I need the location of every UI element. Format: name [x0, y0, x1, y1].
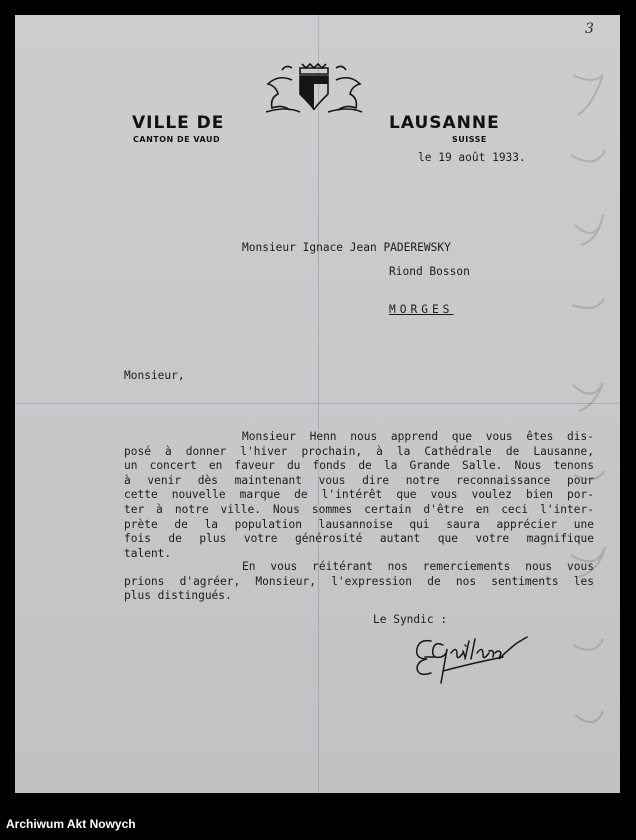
- watermark-icon: [563, 55, 613, 775]
- fold-line-horizontal: [15, 403, 620, 404]
- salutation: Monsieur,: [124, 369, 185, 382]
- signature-icon: [403, 627, 533, 687]
- letterhead-right-subtitle: SUISSE: [452, 135, 487, 144]
- letter-sheet: [15, 15, 620, 793]
- body-line: prions d'agréer, Monsieur, l'expression de nos sentiments les: [124, 574, 594, 588]
- page-number: 3: [585, 21, 594, 37]
- letter-body-paragraph-1: [124, 430, 594, 561]
- fold-line-vertical: [318, 15, 319, 793]
- recipient-address: Riond Bosson: [389, 265, 470, 278]
- body-line: cette nouvelle marque de l'intérêt que vous voulez bien por-: [124, 488, 594, 502]
- body-line: fois de plus votre générosité autant que votre magnifique: [124, 532, 594, 546]
- letterhead-right-title: LAUSANNE: [389, 113, 500, 133]
- archive-footer-label: Archiwum Akt Nowych: [6, 817, 136, 831]
- body-line: un concert en faveur du fonds de la Grande Salle. Nous tenons: [124, 459, 594, 473]
- body-line: ter à notre ville. Nous sommes certain d'être en ceci l'inter-: [124, 502, 594, 516]
- body-line: à venir dès maintenant vous dire notre reconnaissance pour: [124, 473, 594, 487]
- body-line: plus distingués.: [124, 589, 232, 603]
- letterhead-left-title: VILLE DE: [132, 113, 225, 133]
- city-crest-icon: [262, 60, 366, 118]
- body-line: Monsieur Henn nous apprend que vous êtes dis-: [242, 430, 594, 443]
- letter-date: le 19 août 1933.: [418, 151, 526, 164]
- signer-label: Le Syndic :: [373, 613, 448, 626]
- letterhead-left-subtitle: CANTON DE VAUD: [133, 135, 221, 144]
- body-line: posé à donner l'hiver prochain, à la Cathédrale de Lausanne,: [124, 444, 594, 458]
- recipient-city: MORGES: [389, 303, 454, 316]
- recipient-name: Monsieur Ignace Jean PADEREWSKY: [242, 241, 451, 254]
- body-line: talent.: [124, 546, 172, 560]
- body-line: En vous réitérant nos remerciements nous vous: [242, 560, 594, 573]
- body-line: prète de la population lausannoise qui saura apprécier une: [124, 517, 594, 531]
- letter-body-paragraph-2: [124, 560, 594, 604]
